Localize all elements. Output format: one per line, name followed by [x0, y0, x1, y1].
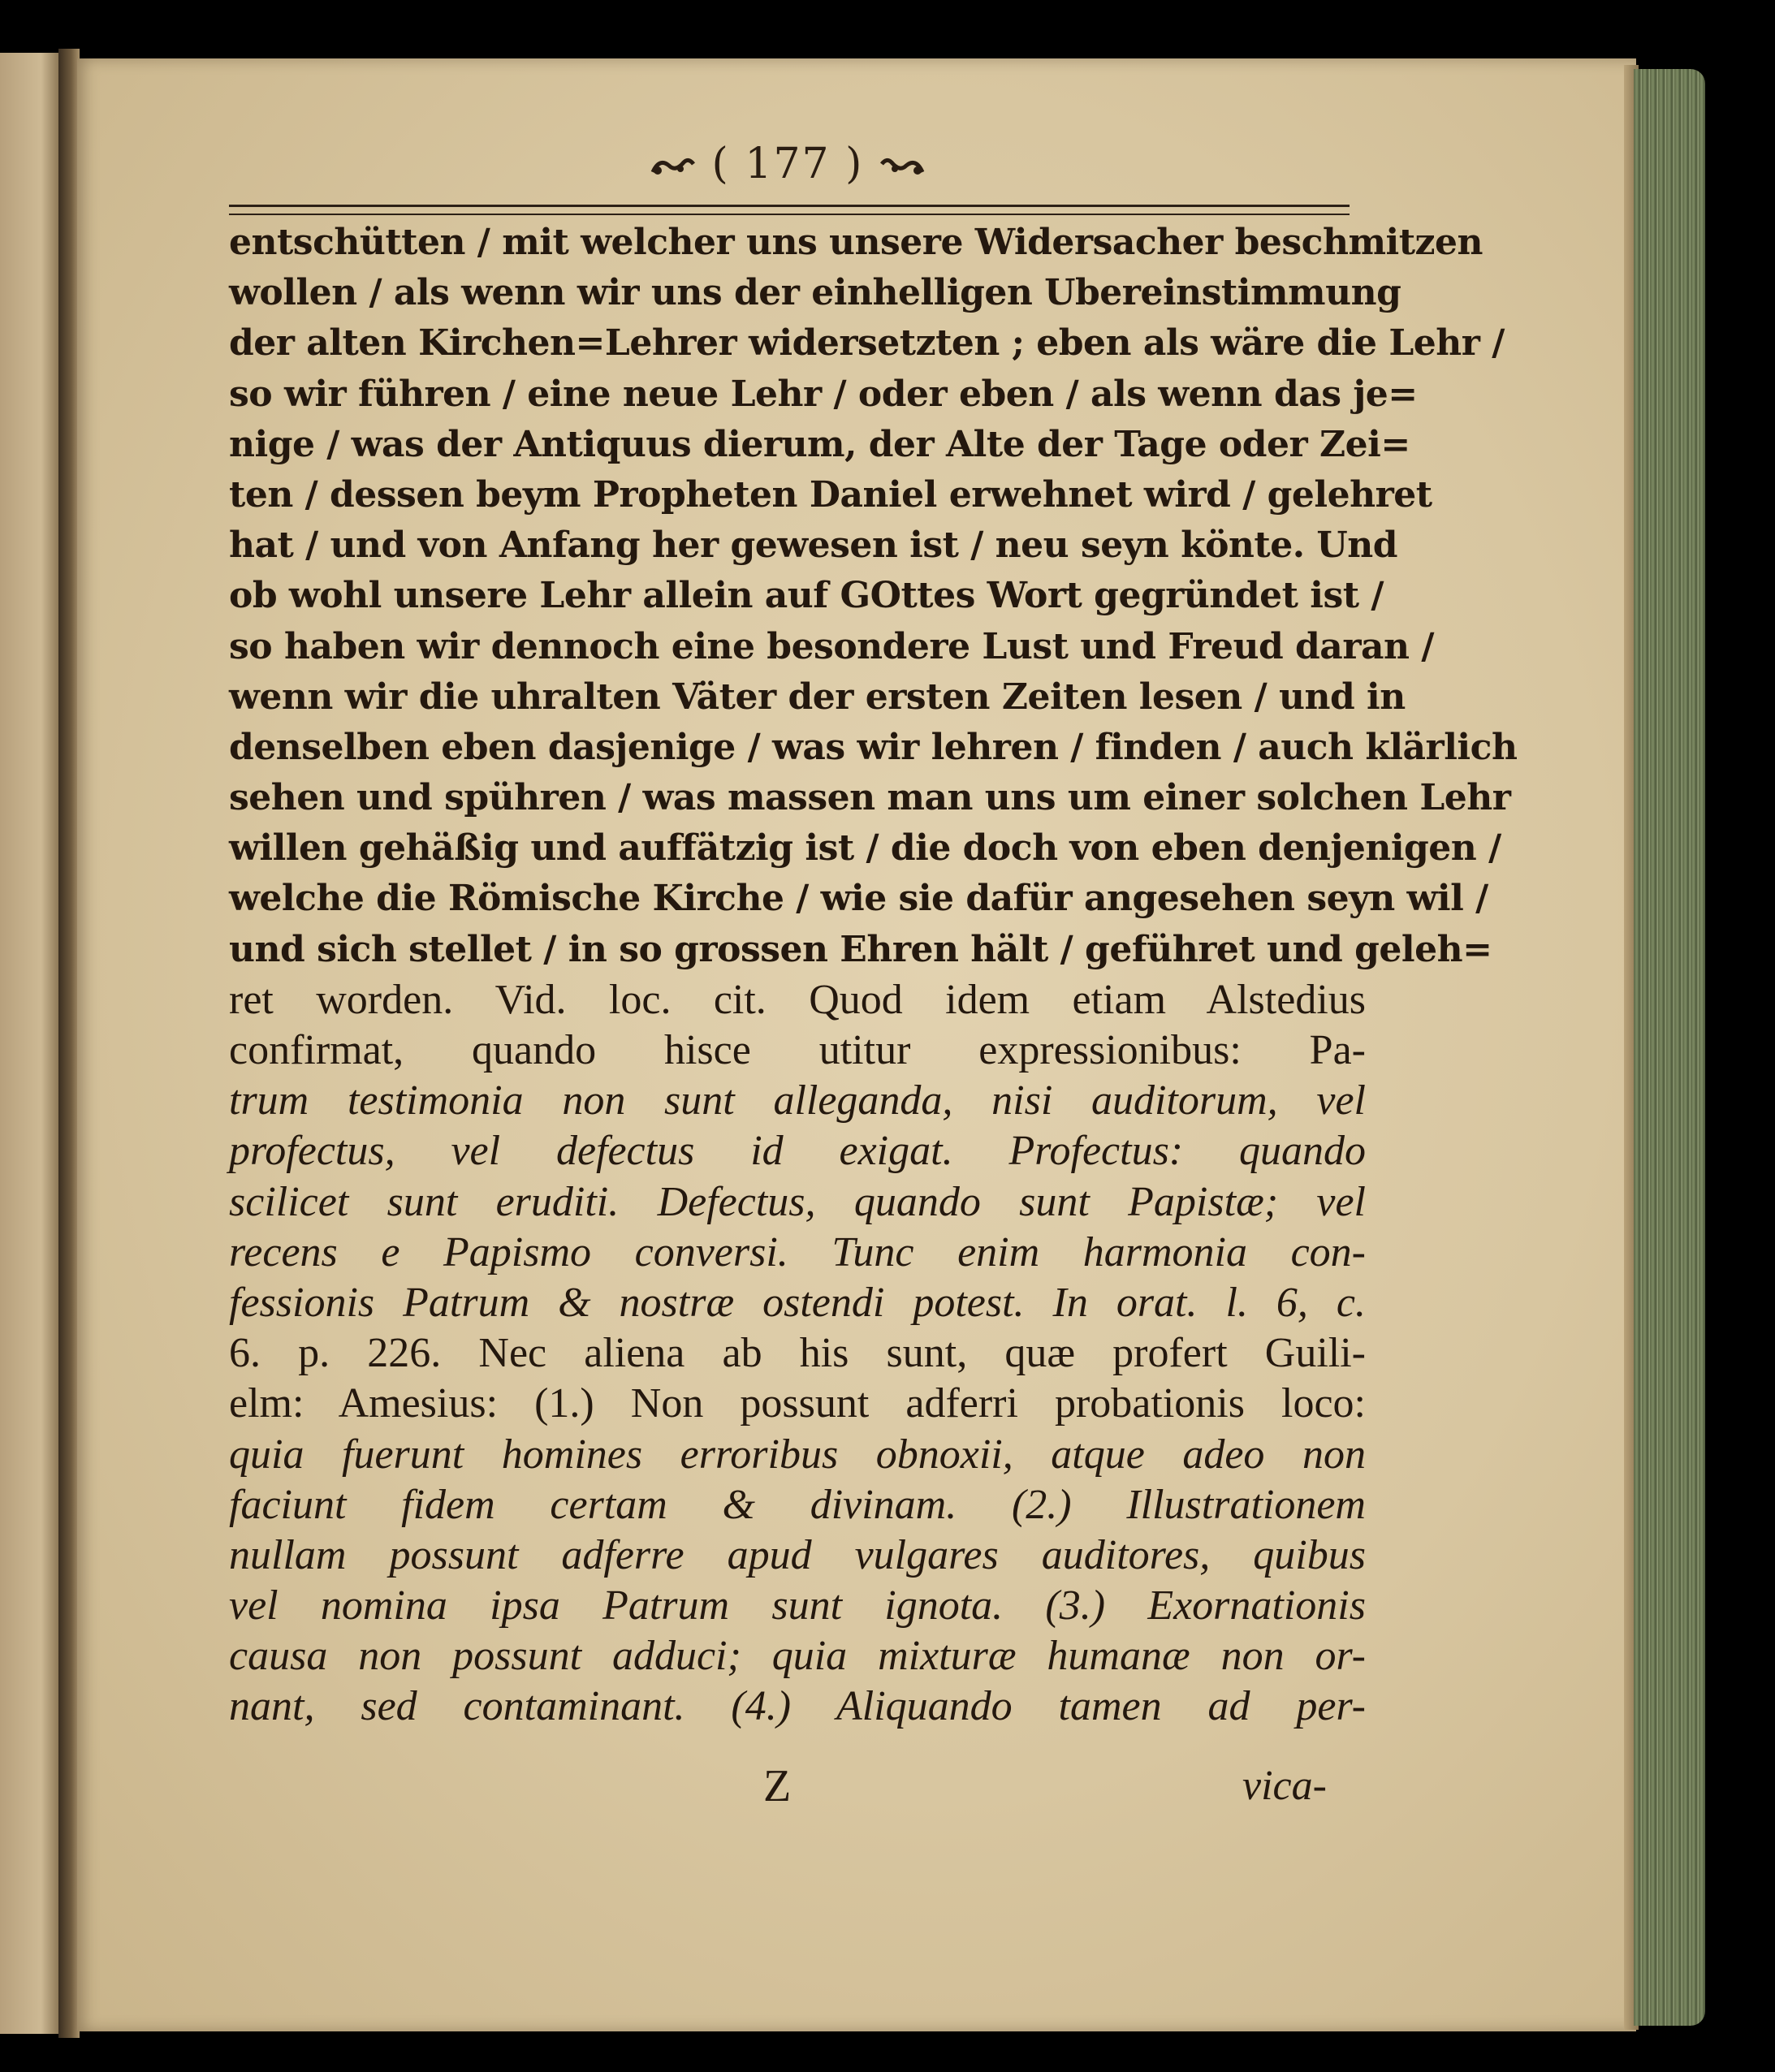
text-line: confirmat, quando hisce utitur expressionibus: Pa- [229, 1027, 1366, 1073]
text-line: scilicet sunt eruditi. Defectus, quando sunt Papistæ; vel [229, 1178, 1366, 1225]
facing-page-edge [0, 53, 58, 2034]
text-line: und sich stellet / in so grossen Ehren hält / geführet und geleh= [229, 928, 1492, 970]
text-line: so haben wir dennoch eine besondere Lust und Freud daran / [229, 625, 1434, 667]
catchword: vica- [1242, 1763, 1327, 1809]
text-line: entschütten / mit welcher uns unsere Widersacher beschmitzen [229, 222, 1483, 263]
left-ornament-icon [648, 154, 697, 180]
page-header: ( 177 ) [617, 140, 958, 196]
text-line: welche die Römische Kirche / wie sie dafür angesehen seyn wil / [229, 878, 1488, 920]
text-line: hat / und von Anfang her gewesen ist / neu seyn könte. Und [229, 524, 1398, 567]
text-line: wollen / als wenn wir uns der einhelligen Ubereinstimmung [229, 272, 1401, 314]
text-line: profectus, vel defectus id exigat. Profectus: quando [229, 1128, 1366, 1175]
text-line: vel nomina ipsa Patrum sunt ignota. (3.) Exornationis [229, 1582, 1366, 1630]
text-line: nige / was der Antiquus dierum, der Alte der Tage oder Zei= [229, 423, 1410, 465]
text-line: ob wohl unsere Lehr allein auf GOttes Wort gegründet ist / [229, 575, 1384, 617]
text-line: denselben eben dasjenige / was wir lehren / finden / auch klärlich [229, 726, 1518, 768]
header-rule [229, 205, 1350, 215]
text-line: elm: Amesius: (1.) Non possunt adferri probationis loco: [229, 1380, 1366, 1427]
page-stack-edges [1634, 69, 1705, 2026]
right-ornament-icon [879, 154, 927, 180]
text-line: ten / dessen beym Propheten Daniel erwehnet wird / gelehret [229, 473, 1432, 516]
text-line: so wir führen / eine neue Lehr / oder eben / als wenn das je= [229, 373, 1418, 415]
text-line: recens e Papismo conversi. Tunc enim harmonia con- [229, 1228, 1366, 1276]
text-line: willen gehäßig und auffätzig ist / die doch von eben denjenigen / [229, 827, 1501, 870]
text-line: der alten Kirchen=Lehrer widersetzten ; eben als wäre die Lehr / [229, 322, 1505, 365]
text-line: causa non possunt adduci; quia mixturæ humanæ non or- [229, 1633, 1366, 1680]
page-number: 177 [745, 140, 831, 188]
text-line: nullam possunt adferre apud vulgares auditores, quibus [229, 1531, 1366, 1578]
signature-mark: Z [763, 1761, 792, 1811]
text-block [229, 218, 1518, 1733]
text-line: sehen und spühren / was massen man uns um einer solchen Lehr [229, 777, 1511, 819]
text-line: trum testimonia non sunt alleganda, nisi auditorum, vel [229, 1077, 1366, 1124]
text-line: nant, sed contaminant. (4.) Aliquando tamen ad per- [229, 1683, 1366, 1730]
text-line: fessionis Patrum & nostræ ostendi potest. In orat. l. 6, c. [229, 1279, 1366, 1326]
text-line: wenn wir die uhralten Väter der ersten Zeiten lesen / und in [229, 676, 1406, 718]
text-line: quia fuerunt homines erroribus obnoxii, atque adeo non [229, 1431, 1366, 1478]
text-line: faciunt fidem certam & divinam. (2.) Illustrationem [229, 1481, 1366, 1528]
text-line: ret worden. Vid. loc. cit. Quod idem etiam Alstedius [229, 976, 1366, 1023]
text-line: 6. p. 226. Nec aliena ab his sunt, quæ profert Guili- [229, 1330, 1366, 1377]
